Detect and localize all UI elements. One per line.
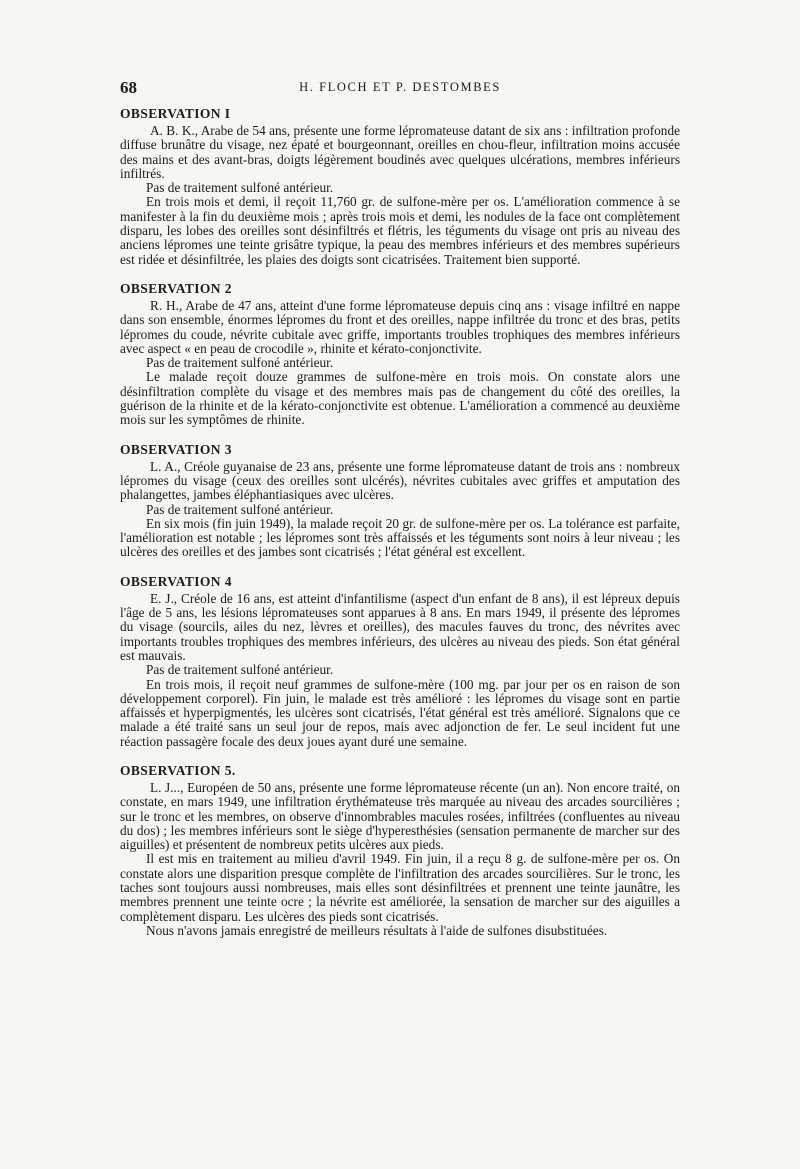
running-header xyxy=(120,78,680,98)
header-authors: H. FLOCH ET P. DESTOMBES xyxy=(299,80,501,94)
paragraph: Nous n'avons jamais enregistré de meilleurs résultats à l'aide de sulfones disubstituées. xyxy=(146,922,608,938)
observation-4 xyxy=(120,574,680,749)
paragraph: R. H., Arabe de 47 ans, atteint d'une forme lépromateuse depuis cinq ans : visage infiltré en nappe dans son ensemble, énormes lépromes du front et des oreilles, nappe infiltrée du tronc et des bras, petits lépromes du coude, névrite cubitale avec griffe, importants troubles trophiques des membres inférieurs avec aspect « en peau de crocodile », rhinite et kérato-conjonctivite. xyxy=(120,297,680,356)
observation-title: OBSERVATION 5. xyxy=(120,762,236,778)
article-body xyxy=(120,106,680,952)
paragraph: En trois mois, il reçoit neuf grammes de sulfone-mère (100 mg. par jour per os en raison de son développement corporel). Fin juin, le malade est très amélioré : les lépromes du visage sont en partie affaissés et hyperpigmentés, les ulcères sont cicatrisés, l'état général est très amélioré. Signalons que ce malade a été traité sans un seul jour de repos, mais avec adjonction de fer. Le seul incident fut une réaction passagère focale des deux joues ayant duré une semaine. xyxy=(120,676,680,749)
paragraph: En six mois (fin juin 1949), la malade reçoit 20 gr. de sulfone-mère per os. La tolérance est parfaite, l'amélioration est notable ; les lépromes sont très affaissés et les téguments sont noirs à leur niveau ; les ulcères des oreilles et des jambes sont cicatrisés ; l'état général est excellent. xyxy=(120,515,680,560)
paragraph: Le malade reçoit douze grammes de sulfone-mère en trois mois. On constate alors une désinfiltration complète du visage et des membres mais pas de changement du côté des oreilles, la guérison de la rhinite et de la kérato-conjonctivite est obtenue. L'amélioration a commencé au deuxième mois sur les symptômes de rhinite. xyxy=(120,369,680,428)
observation-3 xyxy=(120,442,680,560)
page-number: 68 xyxy=(120,78,137,97)
observation-1 xyxy=(120,106,680,267)
paragraph: L. A., Créole guyanaise de 23 ans, présente une forme lépromateuse datant de trois ans : nombreux lépromes du visage (ceux des oreilles sont ulcérés), névrites cubitales avec griffes et amputation des phalangettes, jambes éléphantiasiques avec ulcères. xyxy=(120,458,680,503)
paragraph: E. J., Créole de 16 ans, est atteint d'infantilisme (aspect d'un enfant de 8 ans), il est lépreux depuis l'âge de 5 ans, les lésions lépromateuses sont apparues à 8 ans. En mars 1949, il présente des lépromes du visage (sourcils, ailes du nez, lèvres et oreilles), des macules fauves du tronc, des névrites avec importants troubles trophiques des membres inférieurs, des ulcères au niveau des pieds. Son état général est mauvais. xyxy=(120,590,680,663)
paragraph: Pas de traitement sulfoné antérieur. xyxy=(146,180,334,196)
paragraph: A. B. K., Arabe de 54 ans, présente une forme lépromateuse datant de six ans : infiltration profonde diffuse brunâtre du visage, nez épaté et bourgeonnant, oreilles en chou-fleur, infiltration moins accusée des mains et des avant-bras, doigts légèrement boudinés avec quelques ulcérations, membres inférieurs infiltrés. xyxy=(120,123,680,181)
paragraph: Pas de traitement sulfoné antérieur. xyxy=(146,355,334,371)
paragraph: Pas de traitement sulfoné antérieur. xyxy=(146,501,334,517)
observation-title: OBSERVATION 4 xyxy=(120,573,232,589)
paragraph: Il est mis en traitement au milieu d'avril 1949. Fin juin, il a reçu 8 g. de sulfone-mère per os. On constate alors une disparition presque complète de l'infiltration des arcades sourcilières. Sur le tronc, les taches sont toujours aussi nombreuses, mais elles sont désinfiltrées et prennent une teinte jaunâtre, les membres prennent une teinte ocre ; la névrite est améliorée, la sensation de marcher sur des aiguilles a complètement disparu. Les ulcères des pieds sont cicatrisés. xyxy=(120,851,680,924)
observation-title: OBSERVATION 2 xyxy=(120,280,232,296)
paragraph: En trois mois et demi, il reçoit 11,760 gr. de sulfone-mère per os. L'amélioration commence à se manifester à la fin du deuxième mois ; après trois mois et demi, les nodules de la face ont complètement disparu, les lobes des oreilles sont désinfiltrés et flétris, les téguments du visage ont pris au niveau des anciens lépromes une teinte grisâtre typique, la peau des membres inférieurs et des membres supérieurs est ridée et désinfiltrée, les plaies des doigts sont cicatrisées. Traitement bien supporté. xyxy=(120,194,680,267)
observation-title: OBSERVATION I xyxy=(120,106,231,121)
observation-2 xyxy=(120,281,680,428)
observation-5 xyxy=(120,763,680,938)
observation-title: OBSERVATION 3 xyxy=(120,441,232,457)
paragraph: L. J..., Européen de 50 ans, présente une forme lépromateuse récente (un an). Non encore traité, on constate, en mars 1949, une infiltration érythémateuse très marquée au niveau des arcades sourcilières ; sur le tronc et les membres, on observe d'innombrables macules rosées, infiltrées (confluentes au niveau du dos) ; les membres inférieurs sont le siège d'hyperesthésies (sensation permanente de marcher sur des aiguilles) et présentent de nombreux petits ulcères aux pieds. xyxy=(120,779,680,853)
paragraph: Pas de traitement sulfoné antérieur. xyxy=(146,662,334,678)
